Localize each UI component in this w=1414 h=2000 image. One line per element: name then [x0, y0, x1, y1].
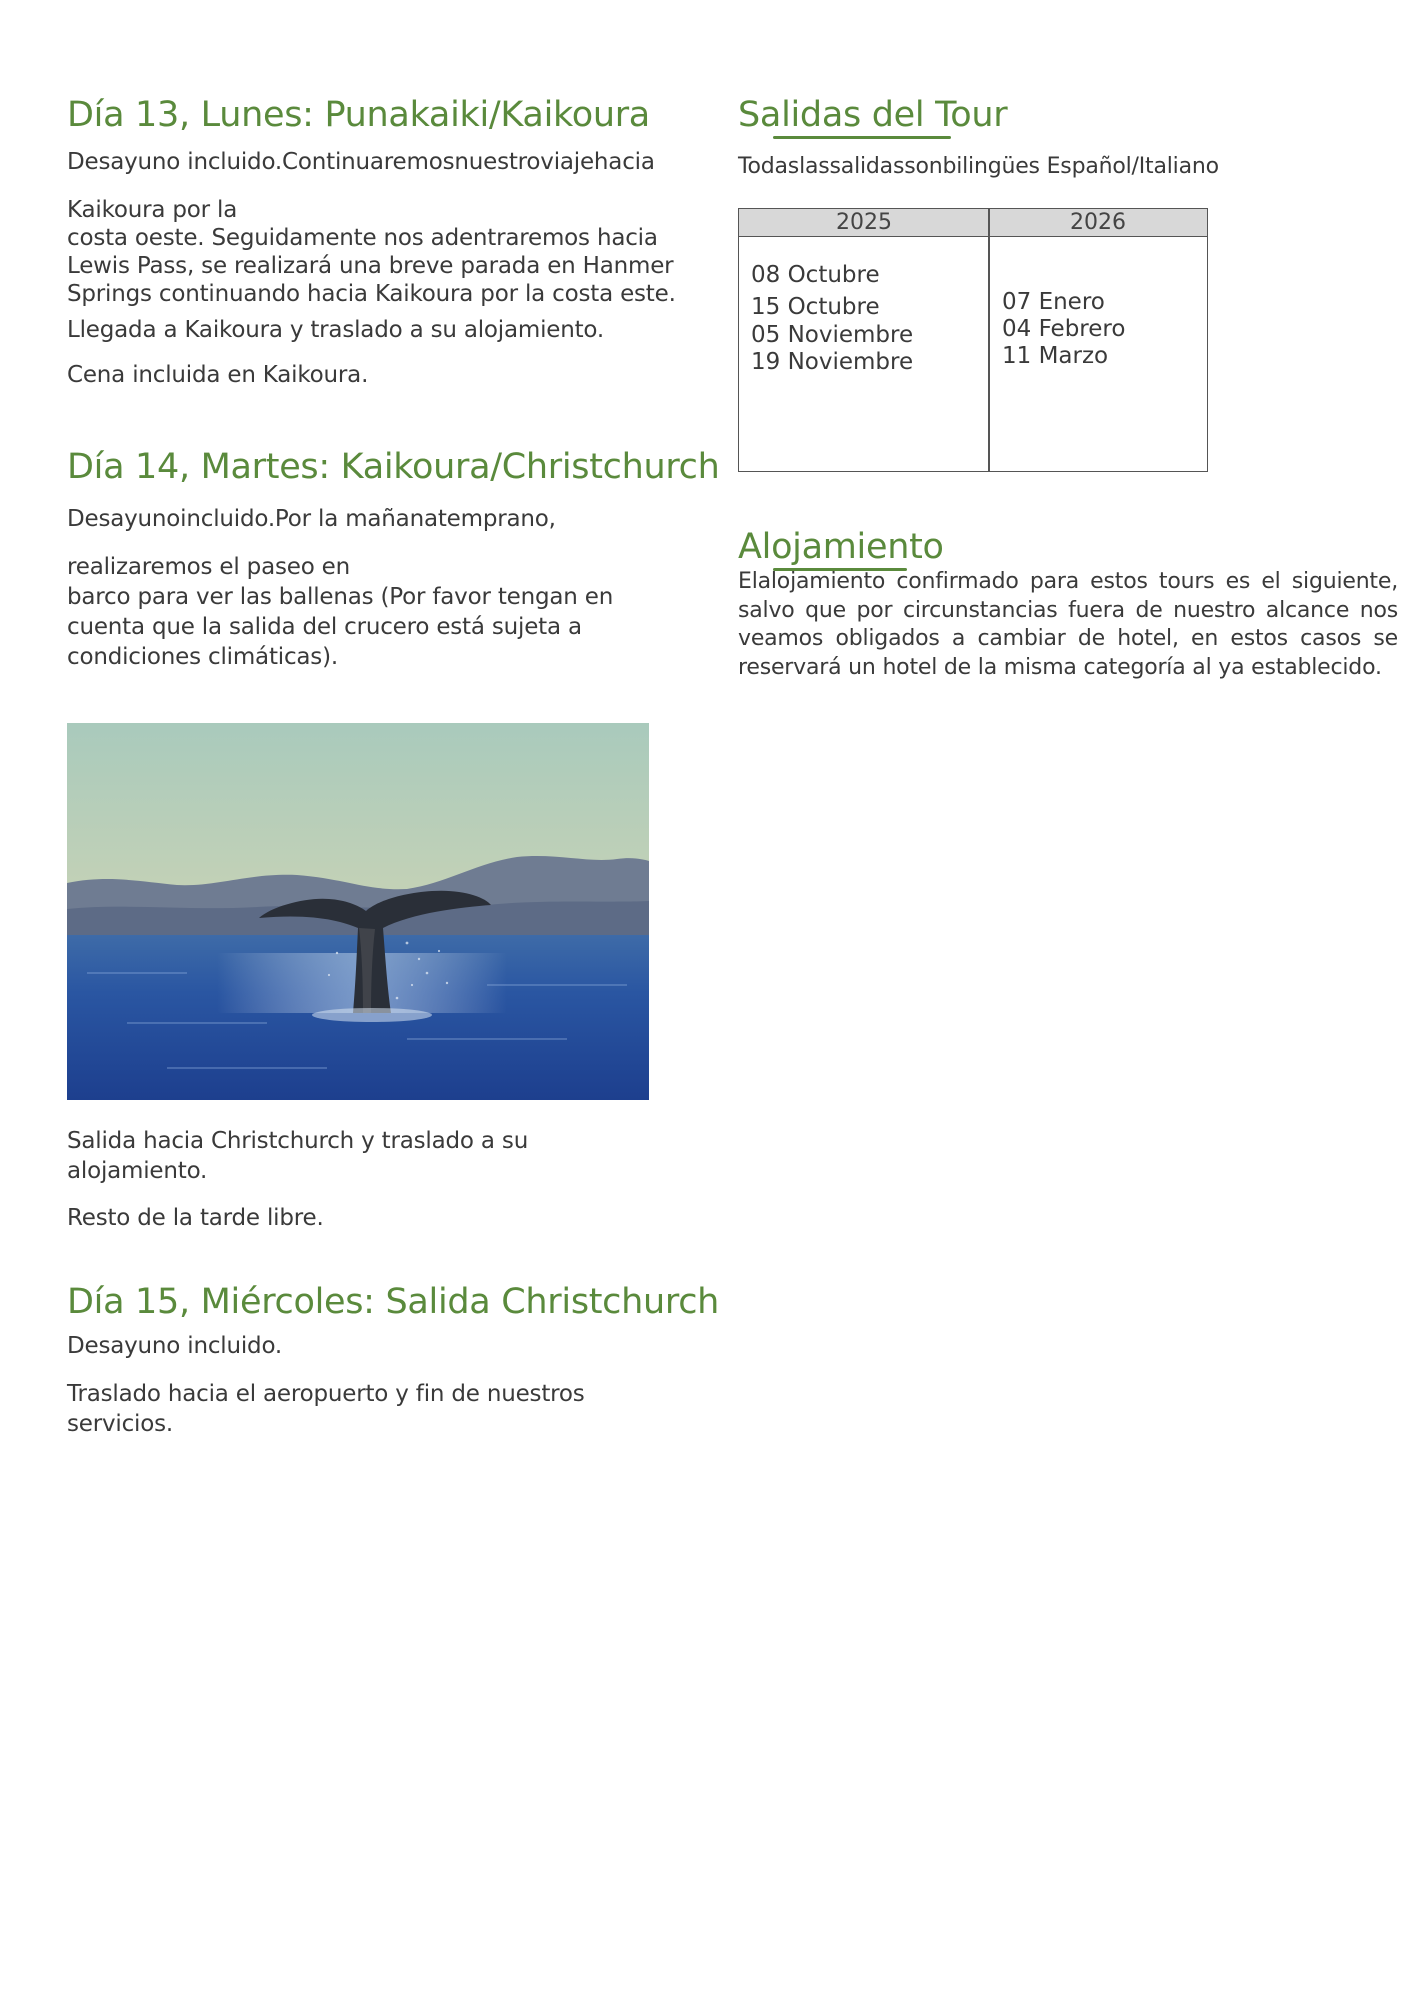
date-2026-2: 04 Febrero	[1002, 316, 1126, 342]
day14-line-2: realizaremos el paseo en	[67, 554, 351, 580]
day13-line-6: Llegada a Kaikoura y traslado a su alojamiento.	[67, 317, 605, 343]
table-column-divider	[988, 209, 990, 471]
date-2026-1: 07 Enero	[1002, 289, 1105, 315]
day14-line-1: Desayunoincluido.Por la mañanatemprano,	[67, 506, 556, 532]
date-2025-1: 08 Octubre	[751, 262, 880, 288]
day13-line-3: costa oeste. Seguidamente nos adentraremos hacia	[67, 225, 658, 251]
year-2026-label: 2026	[1070, 210, 1126, 235]
day13-line-7: Cena incluida en Kaikoura.	[67, 362, 369, 388]
date-2026-3: 11 Marzo	[1002, 343, 1109, 369]
accommodation-text: Elalojamiento confirmado para estos tours es el siguiente, salvo que por circunstancias fuera de nuestro alcance nos veamos obligados a cambiar de hotel, en estos casos se reservará un hotel de la misma categoría al ya establecido.	[738, 569, 1398, 680]
day14-line-6: Salida hacia Christchurch y traslado a su	[67, 1128, 529, 1154]
day13-heading: Día 13, Lunes: Punakaiki/Kaikoura	[67, 95, 650, 135]
day15-heading: Día 15, Miércoles: Salida Christchurch	[67, 1282, 720, 1322]
day15-line-3: servicios.	[67, 1411, 173, 1437]
day13-line-5: Springs continuando hacia Kaikoura por la costa este.	[67, 281, 676, 307]
table-header-2025	[739, 209, 989, 237]
day15-line-2: Traslado hacia el aeropuerto y fin de nuestros	[67, 1381, 585, 1407]
day13-line-2: Kaikoura por la	[67, 197, 238, 223]
day13-line-4: Lewis Pass, se realizará una breve parada en Hanmer	[67, 253, 674, 279]
departures-heading-underline	[773, 136, 951, 139]
day13-line-1: Desayuno incluido.Continuaremosnuestroviajehacia	[67, 149, 655, 175]
departures-subtitle: Todaslassalidassonbilingües Español/Italiano	[738, 154, 1219, 179]
day14-line-4: cuenta que la salida del crucero está sujeta a	[67, 614, 582, 640]
date-2025-4: 19 Noviembre	[751, 349, 914, 375]
departure-dates-table	[738, 208, 1208, 472]
table-header-2026	[989, 209, 1207, 237]
day14-line-3: barco para ver las ballenas (Por favor tengan en	[67, 584, 614, 610]
day14-line-5: condiciones climáticas).	[67, 644, 338, 670]
whale-tail-photo	[67, 723, 649, 1100]
date-2025-3: 05 Noviembre	[751, 322, 914, 348]
accommodation-heading: Alojamiento	[738, 527, 944, 567]
departures-heading: Salidas del Tour	[738, 95, 1008, 135]
day15-line-1: Desayuno incluido.	[67, 1333, 283, 1359]
day14-line-7: alojamiento.	[67, 1158, 208, 1184]
day14-heading: Día 14, Martes: Kaikoura/Christchurch	[67, 447, 720, 487]
day14-line-8: Resto de la tarde libre.	[67, 1205, 324, 1231]
year-2025-label: 2025	[836, 210, 892, 235]
date-2025-2: 15 Octubre	[751, 294, 880, 320]
